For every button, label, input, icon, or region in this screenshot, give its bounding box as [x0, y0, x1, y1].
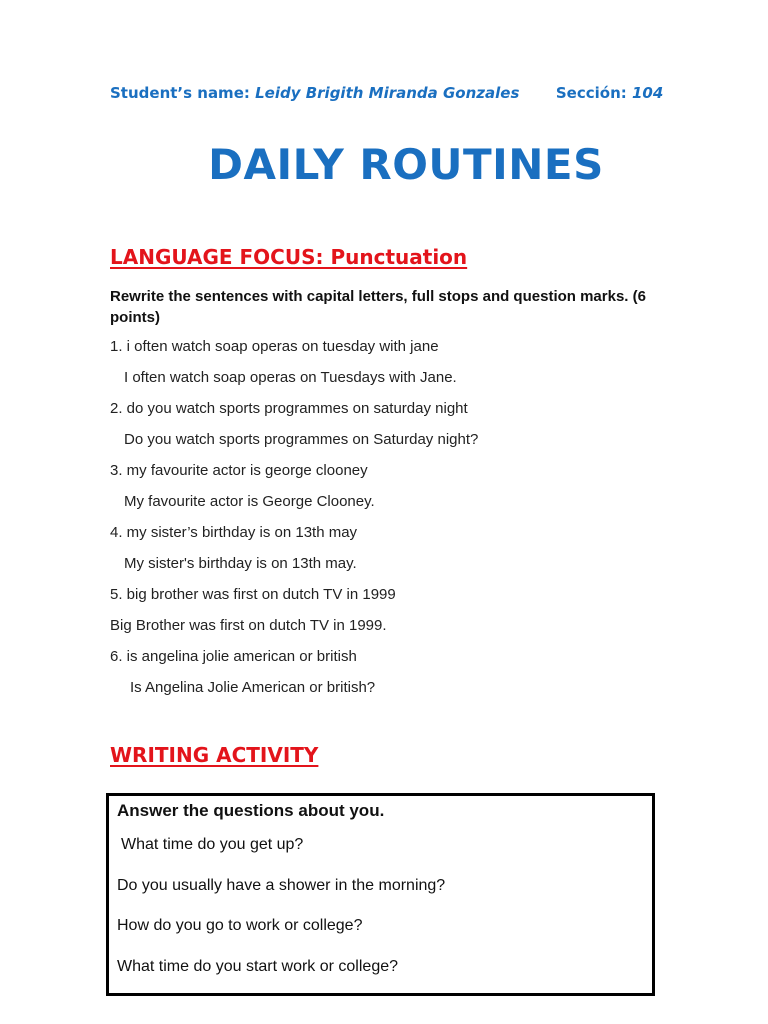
question-item: What time do you get up? — [121, 836, 304, 853]
writing-activity-heading: WRITING ACTIVITY — [110, 743, 319, 767]
section-value: 104 — [631, 84, 664, 102]
exercise-sentence: 1. i often watch soap operas on tuesday with jane — [110, 338, 439, 355]
exercise-sentence: 6. is angelina jolie american or british — [110, 648, 357, 665]
exercise-answer: My sister's birthday is on 13th may. — [124, 555, 357, 572]
exercise-answer: My favourite actor is George Clooney. — [124, 493, 375, 510]
exercise-sentence: 2. do you watch sports programmes on saturday night — [110, 400, 468, 417]
language-focus-heading: LANGUAGE FOCUS: Punctuation — [110, 245, 468, 269]
exercise-sentence: 4. my sister’s birthday is on 13th may — [110, 524, 358, 541]
exercise-answer: Big Brother was first on dutch TV in 1999. — [110, 617, 387, 634]
exercise-instructions: Rewrite the sentences with capital letters, full stops and question marks. (6 points) — [110, 288, 646, 326]
student-name-value: Leidy Brigith Miranda Gonzales — [255, 84, 520, 102]
question-item: Do you usually have a shower in the morning? — [117, 877, 446, 894]
exercise-sentence: 3. my favourite actor is george clooney — [110, 462, 368, 479]
page-title: DAILY ROUTINES — [208, 140, 604, 189]
writing-box-title: Answer the questions about you. — [117, 801, 385, 820]
exercise-sentence: 5. big brother was first on dutch TV in 1999 — [110, 586, 396, 603]
writing-activity-box — [106, 793, 655, 996]
exercise-answer: Is Angelina Jolie American or british? — [130, 679, 376, 696]
question-item: How do you go to work or college? — [117, 917, 363, 934]
student-name-label: Student’s name: — [110, 84, 250, 102]
question-item: What time do you start work or college? — [117, 958, 399, 975]
exercise-answer: I often watch soap operas on Tuesdays with Jane. — [124, 369, 457, 386]
exercise-list — [110, 336, 670, 708]
student-info — [110, 84, 663, 102]
exercise-answer: Do you watch sports programmes on Saturday night? — [124, 431, 479, 448]
section-label: Sección: — [555, 84, 627, 102]
